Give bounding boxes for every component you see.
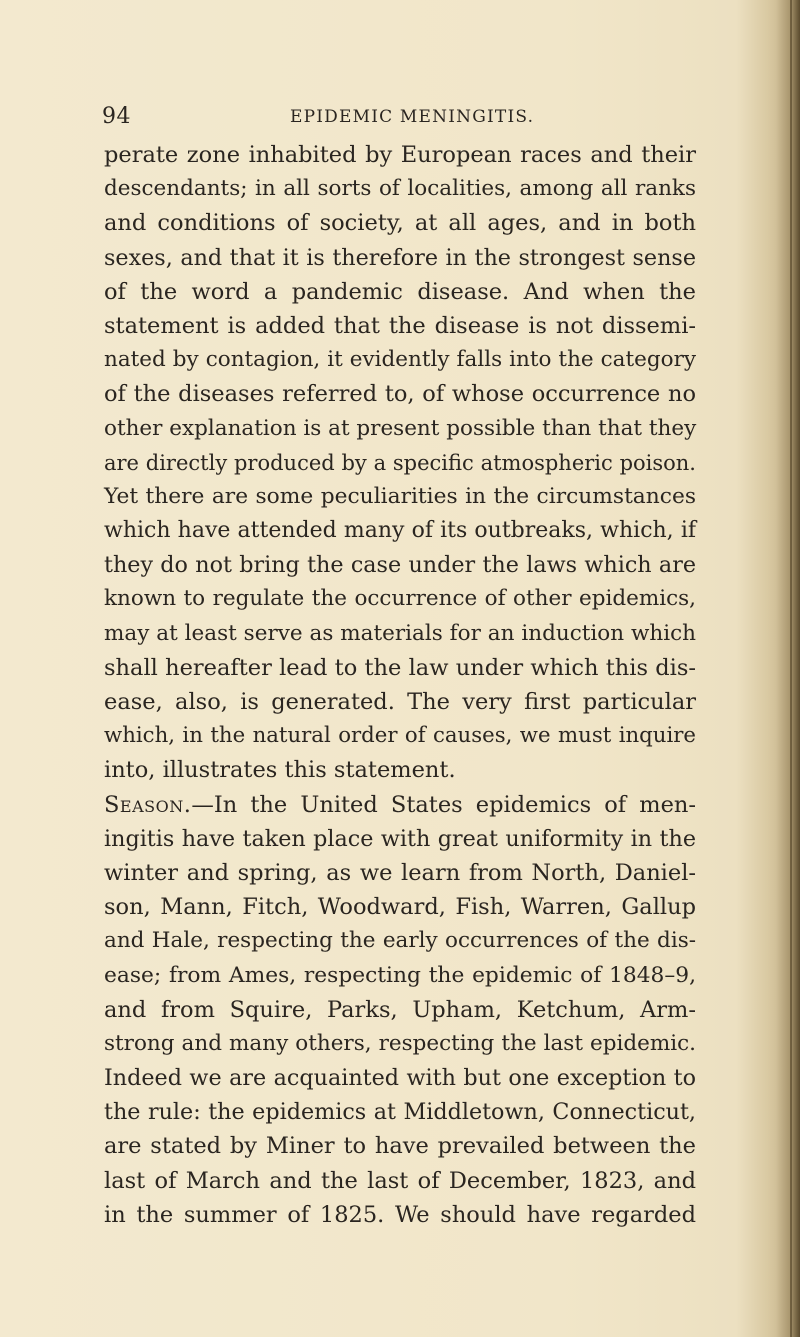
text-line: statement is added that the disease is not dissemi- bbox=[104, 312, 696, 339]
text-line: are stated by Miner to have prevailed between the bbox=[104, 1133, 696, 1160]
paragraph-end-line: into, illustrates this statement. bbox=[104, 757, 456, 784]
text-line: and conditions of society, at all ages, and in both bbox=[104, 210, 696, 237]
season-heading: Season. bbox=[104, 791, 192, 818]
text-line: Indeed we are acquainted with but one exception to bbox=[104, 1065, 696, 1092]
page-number: 94 bbox=[102, 104, 131, 129]
text-line: may at least serve as materials for an induction which bbox=[104, 620, 696, 646]
page-edge-line bbox=[790, 0, 792, 1337]
text-line: which have attended many of its outbreaks, which, if bbox=[104, 518, 696, 544]
text-line: the rule: the epidemics at Middletown, Connecticut, bbox=[104, 1099, 696, 1126]
text-line: ease; from Ames, respecting the epidemic of 1848–9, bbox=[104, 962, 696, 988]
season-first-line-rest: —In the United States epidemics of men- bbox=[191, 791, 696, 818]
season-paragraph-first-line bbox=[104, 788, 696, 822]
text-line: of the word a pandemic disease. And when the bbox=[104, 278, 696, 305]
text-line: other explanation is at present possible than that they bbox=[104, 415, 697, 441]
text-line: perate zone inhabited by European races and their bbox=[104, 142, 696, 168]
text-line: known to regulate the occurrence of other epidemics, bbox=[104, 586, 696, 612]
running-head bbox=[0, 104, 800, 138]
text-line: ingitis have taken place with great uniformity in the bbox=[104, 825, 696, 852]
body-text bbox=[104, 138, 696, 1232]
text-line: they do not bring the case under the laws which are bbox=[104, 552, 696, 579]
text-line: son, Mann, Fitch, Woodward, Fish, Warren, Gallup bbox=[104, 894, 696, 921]
text-line: and from Squire, Parks, Upham, Ketchum, Arm- bbox=[104, 996, 696, 1023]
header-title: EPIDEMIC MENINGITIS. bbox=[290, 107, 535, 127]
page-edge-shadow bbox=[776, 0, 800, 1337]
text-line: strong and many others, respecting the last epidemic. bbox=[104, 1030, 696, 1056]
text-line: of the diseases referred to, of whose occurrence no bbox=[104, 381, 696, 408]
text-line: winter and spring, as we learn from North, Daniel- bbox=[104, 859, 696, 886]
text-line: sexes, and that it is therefore in the strongest sense bbox=[104, 244, 696, 271]
text-line: which, in the natural order of causes, we must inquire bbox=[104, 723, 696, 749]
text-line: nated by contagion, it evidently falls into the category bbox=[104, 347, 696, 373]
text-line: Yet there are some peculiarities in the circumstances bbox=[104, 483, 696, 509]
text-line: descendants; in all sorts of localities, among all ranks bbox=[104, 176, 696, 202]
text-line: and Hale, respecting the early occurrences of the dis- bbox=[104, 928, 696, 954]
text-line: in the summer of 1825. We should have regarded bbox=[104, 1201, 696, 1228]
text-line: are directly produced by a specific atmospheric poison. bbox=[104, 450, 696, 475]
text-line: ease, also, is generated. The very first particular bbox=[104, 689, 696, 715]
text-line: shall hereafter lead to the law under which this dis- bbox=[104, 654, 696, 681]
text-line: last of March and the last of December, 1823, and bbox=[104, 1167, 696, 1194]
